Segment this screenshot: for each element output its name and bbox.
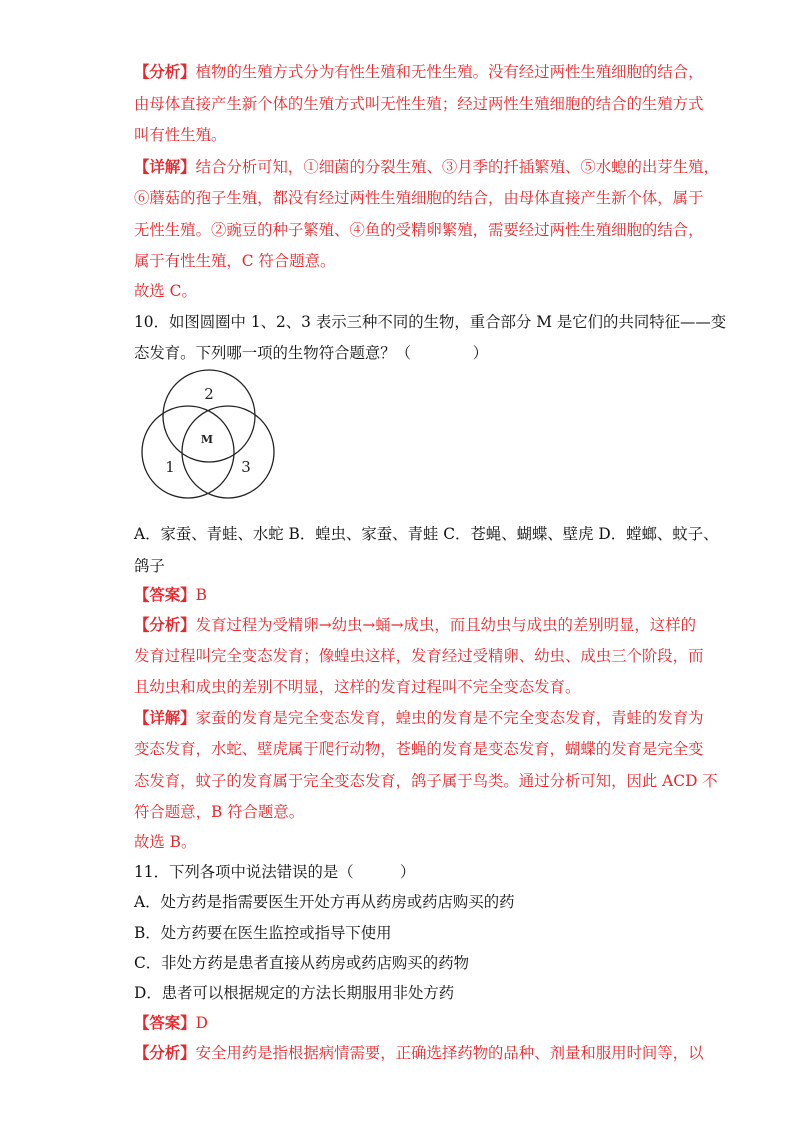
q10-answer xyxy=(134,584,207,606)
q9-detail-line-1: 【详解】结合分析可知，①细菌的分裂生殖、③月季的扦插繁殖、⑤水螅的出芽生殖， xyxy=(134,158,719,176)
analysis-tag: 【分析】 xyxy=(134,1044,196,1062)
q10-analysis-line-3: 且幼虫和成虫的差别不明显，这样的发育过程叫不完全变态发育。 xyxy=(134,678,581,696)
q11-option-d: D．患者可以根据规定的方法长期服用非处方药 xyxy=(134,984,455,1002)
q10-analysis-line-2: 发育过程叫完全变态发育；像蝗虫这样，发育经过受精卵、幼虫、成虫三个阶段，而 xyxy=(134,647,704,665)
venn-circle-2 xyxy=(163,370,255,462)
analysis-tag: 【分析】 xyxy=(134,616,196,634)
answer-tag: 【答案】 xyxy=(134,1014,196,1032)
q10-analysis-line-1: 【分析】发育过程为受精卵→幼虫→蛹→成虫，而且幼虫与成虫的差别明显，这样的 xyxy=(134,616,696,634)
q11-stem: 11．下列各项中说法错误的是（ ） xyxy=(134,863,416,881)
answer-tag: 【答案】 xyxy=(134,586,196,604)
q9-conclusion: 故选 C。 xyxy=(134,282,197,300)
answer-value: D xyxy=(195,1014,208,1032)
venn-label-1: 1 xyxy=(165,458,175,476)
venn-label-2: 2 xyxy=(204,385,214,403)
venn-diagram xyxy=(130,368,290,504)
q10-options-line-1: A．家蚕、青蛙、水蛇 B．蝗虫、家蚕、青蛙 C．苍蝇、蝴蝶、壁虎 D．螳螂、蚊子、 xyxy=(134,525,719,543)
q9-analysis-line-1: 【分析】植物的生殖方式分为有性生殖和无性生殖。没有经过两性生殖细胞的结合， xyxy=(134,63,704,81)
q9-detail-line-3: 无性生殖。②豌豆的种子繁殖、④鱼的受精卵繁殖，需要经过两性生殖细胞的结合， xyxy=(134,221,704,239)
q11-answer xyxy=(134,1012,208,1034)
q9-analysis-line-2: 由母体直接产生新个体的生殖方式叫无性生殖；经过两性生殖细胞的结合的生殖方式 xyxy=(134,95,704,113)
q11-option-a: A．处方药是指需要医生开处方再从药房或药店购买的药 xyxy=(134,893,515,911)
q9-analysis-line-3: 叫有性生殖。 xyxy=(134,126,227,144)
q10-detail-line-2: 变态发育，水蛇、壁虎属于爬行动物，苍蝇的发育是变态发育，蝴蝶的发育是完全变 xyxy=(134,740,704,758)
q9-detail-line-4: 属于有性生殖，C 符合题意。 xyxy=(134,252,336,270)
q10-detail-line-3: 态发育，蚊子的发育属于完全变态发育，鸽子属于鸟类。通过分析可知，因此 ACD 不 xyxy=(134,772,718,790)
q10-options-line-2: 鸽子 xyxy=(134,557,165,575)
q10-conclusion: 故选 B。 xyxy=(134,833,197,851)
analysis-tag: 【分析】 xyxy=(134,63,196,81)
venn-label-3: 3 xyxy=(241,458,251,476)
detail-tag: 【详解】 xyxy=(134,158,196,176)
detail-tag: 【详解】 xyxy=(134,709,196,727)
venn-circle-1 xyxy=(142,406,234,498)
q11-analysis-line-1: 【分析】安全用药是指根据病情需要，正确选择药物的品种、剂量和服用时间等，以 xyxy=(134,1044,704,1062)
venn-label-m: M xyxy=(200,433,214,446)
q10-detail-line-4: 符合题意，B 符合题意。 xyxy=(134,803,305,821)
q11-option-c: C．非处方药是患者直接从药房或药店购买的药物 xyxy=(134,954,469,972)
q10-stem-line-1: 10．如图圆圈中 1、2、3 表示三种不同的生物，重合部分 M 是它们的共同特征——变 xyxy=(134,313,727,331)
venn-circle-3 xyxy=(182,406,274,498)
q9-detail-line-2: ⑥蘑菇的孢子生殖，都没有经过两性生殖细胞的结合，由母体直接产生新个体，属于 xyxy=(134,189,704,207)
q11-option-b: B．处方药要在医生监控或指导下使用 xyxy=(134,924,392,942)
answer-value: B xyxy=(195,586,207,604)
q10-detail-line-1: 【详解】家蚕的发育是完全变态发育，蝗虫的发育是不完全变态发育，青蛙的发育为 xyxy=(134,709,704,727)
q10-stem-line-2: 态发育。下列哪一项的生物符合题意？（ ） xyxy=(134,344,488,362)
